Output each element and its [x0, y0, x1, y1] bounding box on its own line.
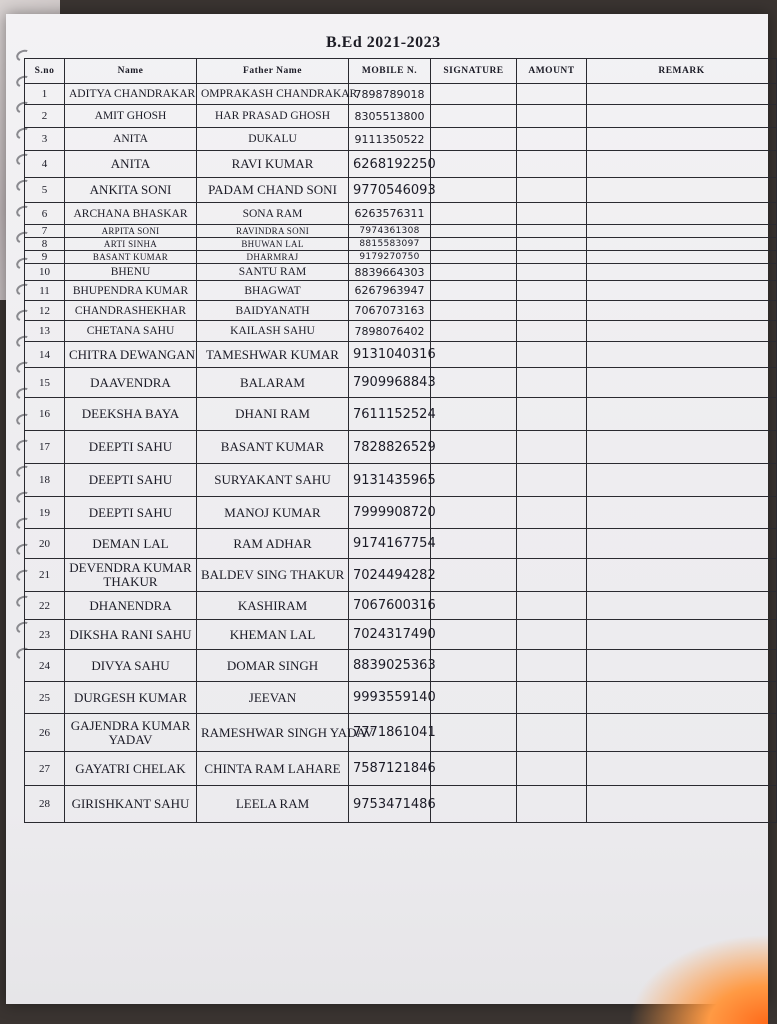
cell-father-name: SONA RAM [197, 203, 349, 225]
cell-signature [431, 238, 517, 251]
cell-mobile: 6263576311 [349, 203, 431, 225]
document-title: B.Ed 2021-2023 [326, 34, 441, 51]
cell-remark [587, 342, 777, 368]
cell-remark [587, 398, 777, 431]
cell-sno: 15 [25, 368, 65, 398]
cell-sno: 6 [25, 203, 65, 225]
cell-remark [587, 592, 777, 620]
cell-father-name: KAILASH SAHU [197, 321, 349, 342]
cell-amount [517, 529, 587, 559]
cell-father-name: CHINTA RAM LAHARE [197, 752, 349, 786]
cell-amount [517, 238, 587, 251]
cell-remark [587, 84, 777, 105]
cell-mobile: 9131435965 [349, 464, 431, 497]
cell-signature [431, 368, 517, 398]
cell-name: DEEPTI SAHU [65, 431, 197, 464]
cell-father-name: DHANI RAM [197, 398, 349, 431]
cell-remark [587, 151, 777, 178]
cell-amount [517, 342, 587, 368]
table-row [25, 128, 777, 151]
cell-mobile: 9179270750 [349, 251, 431, 264]
cell-mobile: 8305513800 [349, 105, 431, 128]
student-register-table [24, 58, 777, 823]
cell-remark [587, 682, 777, 714]
cell-amount [517, 151, 587, 178]
cell-name: DEEKSHA BAYA [65, 398, 197, 431]
cell-mobile: 9753471486 [349, 786, 431, 823]
cell-signature [431, 497, 517, 529]
cell-sno: 21 [25, 559, 65, 592]
cell-remark [587, 264, 777, 281]
cell-mobile: 7898076402 [349, 321, 431, 342]
cell-father-name: PADAM CHAND SONI [197, 178, 349, 203]
cell-signature [431, 151, 517, 178]
cell-father-name: LEELA RAM [197, 786, 349, 823]
table-row [25, 714, 777, 752]
cell-name: ADITYA CHANDRAKAR [65, 84, 197, 105]
cell-name: BHUPENDRA KUMAR [65, 281, 197, 301]
cell-signature [431, 321, 517, 342]
table-row [25, 203, 777, 225]
cell-father-name: RAVINDRA SONI [197, 225, 349, 238]
cell-name: GIRISHKANT SAHU [65, 786, 197, 823]
cell-father-name: OMPRAKASH CHANDRAKAR [197, 84, 349, 105]
cell-remark [587, 752, 777, 786]
cell-father-name: BHUWAN LAL [197, 238, 349, 251]
cell-signature [431, 264, 517, 281]
cell-sno: 5 [25, 178, 65, 203]
cell-sno: 1 [25, 84, 65, 105]
cell-sno: 27 [25, 752, 65, 786]
cell-father-name: SURYAKANT SAHU [197, 464, 349, 497]
cell-father-name: DHARMRAJ [197, 251, 349, 264]
cell-father-name: BAIDYANATH [197, 301, 349, 321]
cell-name: ARTI SINHA [65, 238, 197, 251]
cell-remark [587, 321, 777, 342]
cell-amount [517, 178, 587, 203]
cell-mobile: 9174167754 [349, 529, 431, 559]
cell-sno: 22 [25, 592, 65, 620]
cell-name: CHANDRASHEKHAR [65, 301, 197, 321]
column-header-sno: S.no [25, 59, 65, 84]
table-row [25, 178, 777, 203]
table-row [25, 398, 777, 431]
cell-signature [431, 342, 517, 368]
cell-father-name: HAR PRASAD GHOSH [197, 105, 349, 128]
cell-remark [587, 203, 777, 225]
cell-sno: 9 [25, 251, 65, 264]
cell-sno: 24 [25, 650, 65, 682]
cell-mobile: 8839664303 [349, 264, 431, 281]
cell-mobile: 7024317490 [349, 620, 431, 650]
cell-father-name: KASHIRAM [197, 592, 349, 620]
cell-mobile: 7999908720 [349, 497, 431, 529]
cell-remark [587, 238, 777, 251]
cell-sno: 20 [25, 529, 65, 559]
table-row [25, 84, 777, 105]
cell-name: ARPITA SONI [65, 225, 197, 238]
cell-sno: 23 [25, 620, 65, 650]
cell-signature [431, 786, 517, 823]
cell-amount [517, 225, 587, 238]
cell-name: BHENU [65, 264, 197, 281]
cell-name: ARCHANA BHASKAR [65, 203, 197, 225]
cell-signature [431, 592, 517, 620]
cell-mobile: 7587121846 [349, 752, 431, 786]
cell-name: DEVENDRA KUMAR THAKUR [65, 559, 197, 592]
cell-sno: 16 [25, 398, 65, 431]
cell-remark [587, 497, 777, 529]
cell-mobile: 6267963947 [349, 281, 431, 301]
cell-name: BASANT KUMAR [65, 251, 197, 264]
cell-mobile: 6268192250 [349, 151, 431, 178]
cell-remark [587, 225, 777, 238]
cell-signature [431, 225, 517, 238]
cell-mobile: 7974361308 [349, 225, 431, 238]
cell-signature [431, 398, 517, 431]
cell-signature [431, 752, 517, 786]
cell-sno: 14 [25, 342, 65, 368]
cell-signature [431, 650, 517, 682]
cell-signature [431, 620, 517, 650]
cell-remark [587, 559, 777, 592]
cell-amount [517, 398, 587, 431]
table-row [25, 342, 777, 368]
table-row [25, 786, 777, 823]
cell-mobile: 7828826529 [349, 431, 431, 464]
table-row [25, 682, 777, 714]
cell-signature [431, 281, 517, 301]
cell-father-name: MANOJ KUMAR [197, 497, 349, 529]
cell-father-name: RAM ADHAR [197, 529, 349, 559]
table-row [25, 238, 777, 251]
cell-father-name: SANTU RAM [197, 264, 349, 281]
cell-signature [431, 682, 517, 714]
table-row [25, 264, 777, 281]
cell-amount [517, 84, 587, 105]
table-row [25, 105, 777, 128]
table-row [25, 225, 777, 238]
cell-amount [517, 650, 587, 682]
table-row [25, 321, 777, 342]
cell-mobile: 7024494282 [349, 559, 431, 592]
cell-amount [517, 497, 587, 529]
cell-amount [517, 321, 587, 342]
cell-name: CHETANA SAHU [65, 321, 197, 342]
cell-signature [431, 301, 517, 321]
table-row [25, 251, 777, 264]
cell-sno: 2 [25, 105, 65, 128]
attendance-sheet [6, 14, 768, 1004]
cell-remark [587, 128, 777, 151]
column-header-signature: SIGNATURE [431, 59, 517, 84]
cell-father-name: BALARAM [197, 368, 349, 398]
cell-sno: 26 [25, 714, 65, 752]
cell-father-name: TAMESHWAR KUMAR [197, 342, 349, 368]
cell-signature [431, 178, 517, 203]
cell-father-name: DOMAR SINGH [197, 650, 349, 682]
cell-remark [587, 786, 777, 823]
cell-amount [517, 251, 587, 264]
cell-sno: 12 [25, 301, 65, 321]
table-row [25, 529, 777, 559]
cell-signature [431, 84, 517, 105]
cell-name: DURGESH KUMAR [65, 682, 197, 714]
cell-remark [587, 529, 777, 559]
table-row [25, 368, 777, 398]
cell-sno: 18 [25, 464, 65, 497]
cell-mobile: 8839025363 [349, 650, 431, 682]
cell-name: DEEPTI SAHU [65, 497, 197, 529]
table-row [25, 301, 777, 321]
cell-father-name: DUKALU [197, 128, 349, 151]
table-row [25, 151, 777, 178]
cell-remark [587, 281, 777, 301]
table-row [25, 464, 777, 497]
column-header-amount: AMOUNT [517, 59, 587, 84]
table-row [25, 497, 777, 529]
cell-amount [517, 464, 587, 497]
cell-sno: 19 [25, 497, 65, 529]
cell-father-name: BASANT KUMAR [197, 431, 349, 464]
cell-amount [517, 592, 587, 620]
cell-signature [431, 529, 517, 559]
cell-remark [587, 178, 777, 203]
cell-sno: 17 [25, 431, 65, 464]
cell-mobile: 9131040316 [349, 342, 431, 368]
cell-mobile: 9993559140 [349, 682, 431, 714]
cell-father-name: BHAGWAT [197, 281, 349, 301]
cell-name: DEEPTI SAHU [65, 464, 197, 497]
cell-name: GAJENDRA KUMAR YADAV [65, 714, 197, 752]
cell-father-name: JEEVAN [197, 682, 349, 714]
table-row [25, 620, 777, 650]
cell-signature [431, 203, 517, 225]
cell-amount [517, 301, 587, 321]
column-header-name: Name [65, 59, 197, 84]
cell-name: GAYATRI CHELAK [65, 752, 197, 786]
cell-signature [431, 251, 517, 264]
cell-name: DAAVENDRA [65, 368, 197, 398]
cell-signature [431, 464, 517, 497]
table-row [25, 559, 777, 592]
table-row [25, 592, 777, 620]
cell-sno: 8 [25, 238, 65, 251]
cell-sno: 7 [25, 225, 65, 238]
cell-sno: 4 [25, 151, 65, 178]
cell-amount [517, 368, 587, 398]
cell-amount [517, 105, 587, 128]
cell-remark [587, 464, 777, 497]
cell-mobile: 7909968843 [349, 368, 431, 398]
table-header-row [25, 59, 777, 84]
cell-amount [517, 128, 587, 151]
cell-mobile: 7611152524 [349, 398, 431, 431]
cell-father-name: RAMESHWAR SINGH YADAV [197, 714, 349, 752]
cell-name: ANITA [65, 128, 197, 151]
column-header-father-name: Father Name [197, 59, 349, 84]
cell-sno: 28 [25, 786, 65, 823]
cell-remark [587, 431, 777, 464]
cell-name: CHITRA DEWANGAN [65, 342, 197, 368]
cell-amount [517, 786, 587, 823]
table-row [25, 431, 777, 464]
cell-sno: 11 [25, 281, 65, 301]
table-row [25, 281, 777, 301]
cell-amount [517, 620, 587, 650]
cell-remark [587, 620, 777, 650]
cell-mobile: 9770546093 [349, 178, 431, 203]
cell-amount [517, 264, 587, 281]
cell-amount [517, 281, 587, 301]
cell-signature [431, 431, 517, 464]
cell-name: ANKITA SONI [65, 178, 197, 203]
cell-signature [431, 714, 517, 752]
cell-signature [431, 105, 517, 128]
cell-amount [517, 714, 587, 752]
cell-remark [587, 105, 777, 128]
cell-remark [587, 301, 777, 321]
cell-signature [431, 128, 517, 151]
cell-sno: 25 [25, 682, 65, 714]
cell-name: DIKSHA RANI SAHU [65, 620, 197, 650]
table-row [25, 752, 777, 786]
cell-father-name: RAVI KUMAR [197, 151, 349, 178]
column-header-remark: REMARK [587, 59, 777, 84]
cell-remark [587, 251, 777, 264]
cell-mobile: 8815583097 [349, 238, 431, 251]
cell-remark [587, 650, 777, 682]
cell-mobile: 7067073163 [349, 301, 431, 321]
cell-amount [517, 431, 587, 464]
cell-father-name: BALDEV SING THAKUR [197, 559, 349, 592]
cell-remark [587, 714, 777, 752]
cell-name: AMIT GHOSH [65, 105, 197, 128]
column-header-mobile: MOBILE N. [349, 59, 431, 84]
cell-name: ANITA [65, 151, 197, 178]
cell-amount [517, 203, 587, 225]
cell-name: DHANENDRA [65, 592, 197, 620]
cell-signature [431, 559, 517, 592]
cell-sno: 10 [25, 264, 65, 281]
cell-mobile: 9111350522 [349, 128, 431, 151]
table-row [25, 650, 777, 682]
cell-mobile: 7771861041 [349, 714, 431, 752]
cell-amount [517, 559, 587, 592]
cell-sno: 13 [25, 321, 65, 342]
cell-name: DEMAN LAL [65, 529, 197, 559]
cell-remark [587, 368, 777, 398]
cell-mobile: 7067600316 [349, 592, 431, 620]
cell-sno: 3 [25, 128, 65, 151]
cell-amount [517, 752, 587, 786]
cell-father-name: KHEMAN LAL [197, 620, 349, 650]
cell-name: DIVYA SAHU [65, 650, 197, 682]
cell-amount [517, 682, 587, 714]
cell-mobile: 7898789018 [349, 84, 431, 105]
